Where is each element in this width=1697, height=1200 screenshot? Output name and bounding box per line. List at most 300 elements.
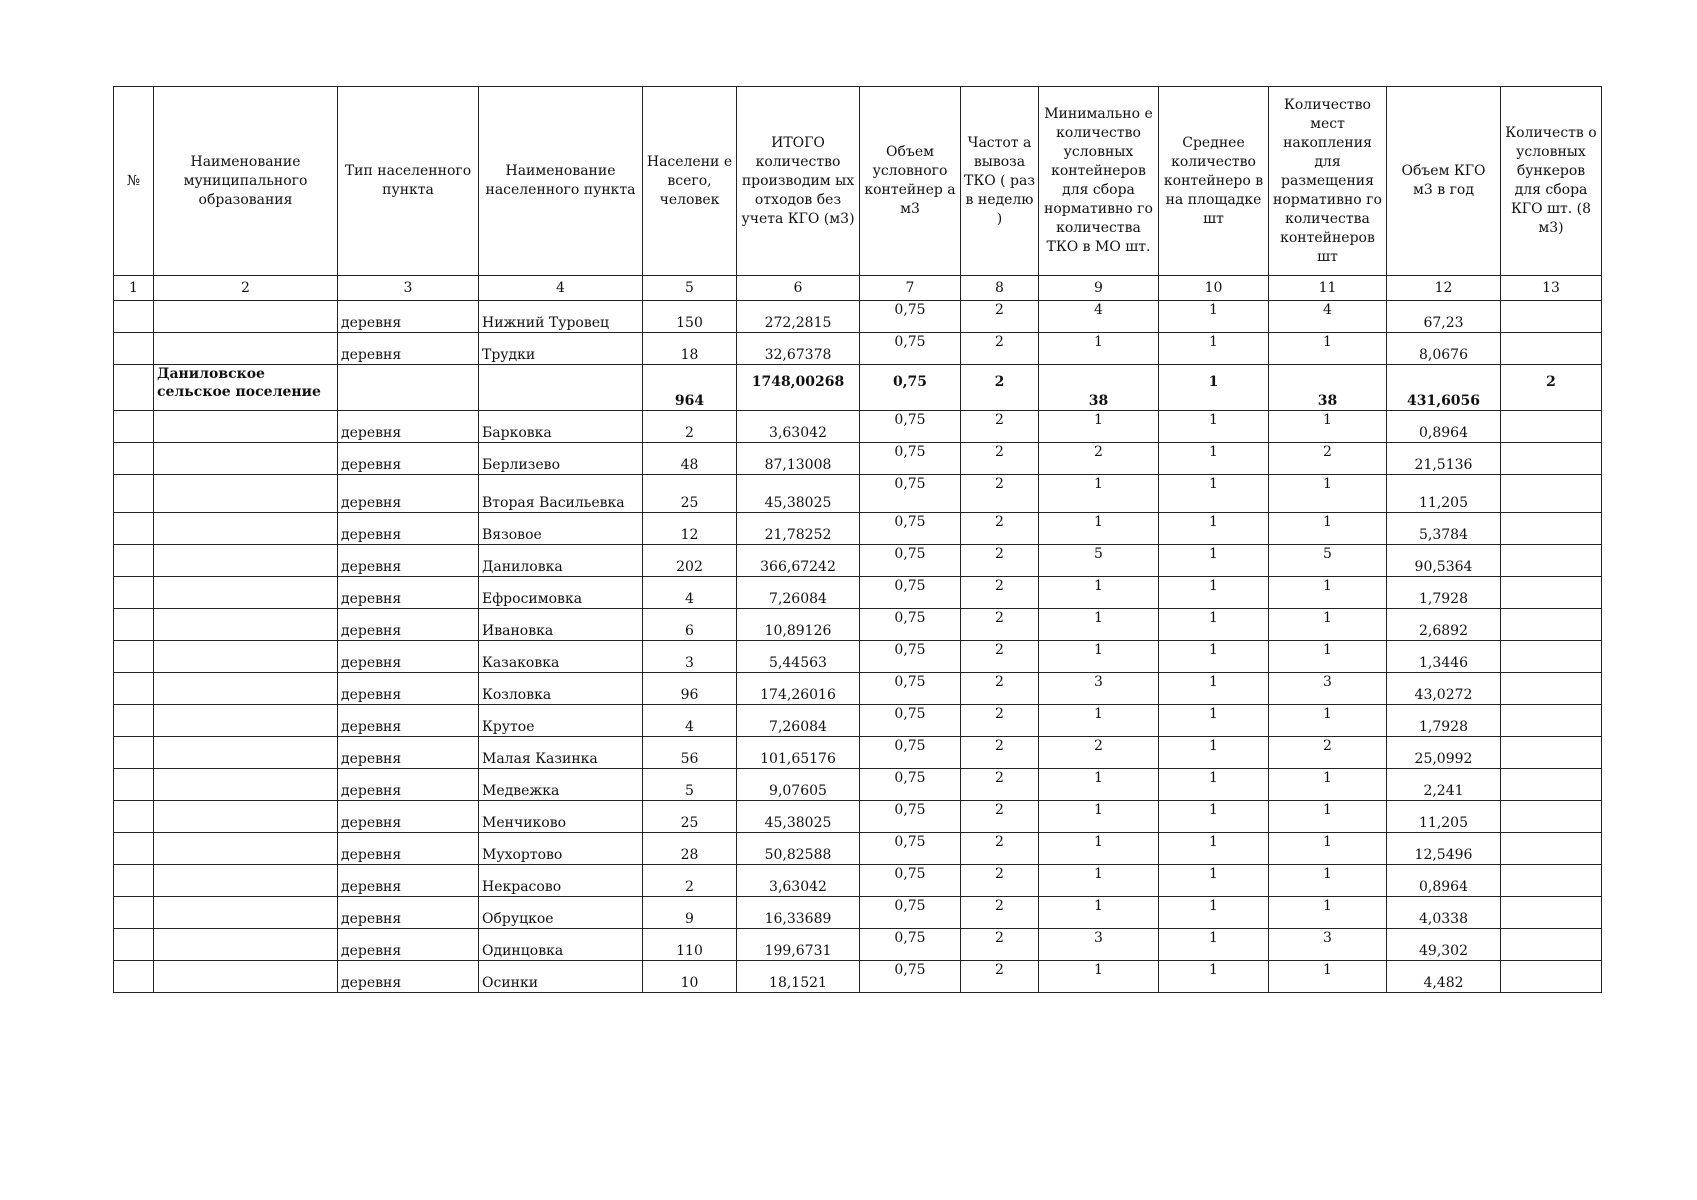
- kgo-volume-cell: 25,0992: [1387, 737, 1501, 769]
- frequency-cell: 2: [961, 929, 1039, 961]
- avg-containers-cell: 1: [1159, 545, 1269, 577]
- table-row: [114, 333, 1602, 365]
- sites-cell: 2: [1269, 443, 1387, 475]
- kgo-volume-cell: 2,6892: [1387, 609, 1501, 641]
- table-row: [114, 833, 1602, 865]
- municipality-cell: [154, 897, 338, 929]
- header-cell-settlement-type: Тип населенного пункта: [338, 87, 479, 276]
- waste-cell: 87,13008: [737, 443, 860, 475]
- bunkers-cell: [1501, 961, 1602, 993]
- sites-cell: 1: [1269, 513, 1387, 545]
- settlement-name-cell: Вязовое: [479, 513, 643, 545]
- sites-cell: 1: [1269, 577, 1387, 609]
- row-number-cell: [114, 365, 154, 411]
- waste-cell: 9,07605: [737, 769, 860, 801]
- municipality-cell: [154, 641, 338, 673]
- table-row: [114, 301, 1602, 333]
- frequency-cell: 2: [961, 301, 1039, 333]
- min-containers-cell: 1: [1039, 801, 1159, 833]
- kgo-volume-cell: 4,482: [1387, 961, 1501, 993]
- bunkers-cell: [1501, 769, 1602, 801]
- header-cell-waste-total: ИТОГО количество производим ых отходов без учета КГО (м3): [737, 87, 860, 276]
- sites-cell: 1: [1269, 333, 1387, 365]
- waste-cell: 5,44563: [737, 641, 860, 673]
- avg-containers-cell: 1: [1159, 673, 1269, 705]
- kgo-volume-cell: 21,5136: [1387, 443, 1501, 475]
- population-cell: 202: [643, 545, 737, 577]
- table-row: [114, 961, 1602, 993]
- column-number: 13: [1501, 276, 1602, 301]
- settlement-name-cell: Медвежка: [479, 769, 643, 801]
- bunkers-cell: [1501, 673, 1602, 705]
- table-row: [114, 545, 1602, 577]
- table-row: [114, 673, 1602, 705]
- table-row: [114, 513, 1602, 545]
- container-volume-cell: 0,75: [860, 411, 961, 443]
- settlement-type-cell: деревня: [338, 769, 479, 801]
- waste-cell: 18,1521: [737, 961, 860, 993]
- municipality-cell: [154, 705, 338, 737]
- bunkers-total-cell: 2: [1501, 365, 1602, 411]
- settlement-name-cell: Барковка: [479, 411, 643, 443]
- population-cell: 12: [643, 513, 737, 545]
- row-number-cell: [114, 545, 154, 577]
- min-containers-cell: 1: [1039, 609, 1159, 641]
- sites-cell: 1: [1269, 609, 1387, 641]
- kgo-volume-cell: 11,205: [1387, 475, 1501, 513]
- container-volume-cell: 0,75: [860, 833, 961, 865]
- municipality-cell: [154, 545, 338, 577]
- avg-containers-cell: 1: [1159, 833, 1269, 865]
- frequency-cell: 2: [961, 801, 1039, 833]
- municipality-summary-row: [114, 365, 1602, 411]
- row-number-cell: [114, 443, 154, 475]
- avg-containers-cell: 1: [1159, 301, 1269, 333]
- population-cell: 48: [643, 443, 737, 475]
- population-cell: 18: [643, 333, 737, 365]
- settlement-name-cell: Некрасово: [479, 865, 643, 897]
- settlement-type-cell: деревня: [338, 737, 479, 769]
- settlement-type-cell: деревня: [338, 333, 479, 365]
- settlement-type-cell: деревня: [338, 545, 479, 577]
- avg-containers-cell: 1: [1159, 897, 1269, 929]
- container-volume-cell: 0,75: [860, 609, 961, 641]
- header-row: [114, 87, 1602, 276]
- waste-cell: 199,6731: [737, 929, 860, 961]
- kgo-volume-cell: 11,205: [1387, 801, 1501, 833]
- table-row: [114, 801, 1602, 833]
- kgo-volume-cell: 2,241: [1387, 769, 1501, 801]
- container-volume-cell: 0,75: [860, 475, 961, 513]
- container-volume-cell: 0,75: [860, 865, 961, 897]
- settlement-name-cell: [479, 365, 643, 411]
- min-containers-cell: 1: [1039, 333, 1159, 365]
- container-volume-cell: 0,75: [860, 801, 961, 833]
- min-containers-cell: 1: [1039, 897, 1159, 929]
- waste-cell: 366,67242: [737, 545, 860, 577]
- avg-containers-cell: 1: [1159, 365, 1269, 411]
- row-number-cell: [114, 929, 154, 961]
- settlement-type-cell: деревня: [338, 897, 479, 929]
- container-volume-cell: 0,75: [860, 705, 961, 737]
- container-volume-cell: 0,75: [860, 333, 961, 365]
- bunkers-cell: [1501, 333, 1602, 365]
- container-volume-cell: 0,75: [860, 641, 961, 673]
- avg-containers-cell: 1: [1159, 443, 1269, 475]
- population-cell: 96: [643, 673, 737, 705]
- bunkers-cell: [1501, 737, 1602, 769]
- bunkers-cell: [1501, 545, 1602, 577]
- min-containers-cell: 4: [1039, 301, 1159, 333]
- population-cell: 10: [643, 961, 737, 993]
- waste-cell: 272,2815: [737, 301, 860, 333]
- header-cell-municipality: Наименование муниципального образования: [154, 87, 338, 276]
- population-cell: 2: [643, 865, 737, 897]
- container-volume-cell: 0,75: [860, 929, 961, 961]
- kgo-volume-total-cell: 431,6056: [1387, 365, 1501, 411]
- table-row: [114, 641, 1602, 673]
- avg-containers-cell: 1: [1159, 737, 1269, 769]
- waste-cell: 7,26084: [737, 705, 860, 737]
- sites-cell: 1: [1269, 897, 1387, 929]
- column-number: 1: [114, 276, 154, 301]
- table-row: [114, 475, 1602, 513]
- table-row: [114, 737, 1602, 769]
- min-containers-cell: 1: [1039, 641, 1159, 673]
- waste-total-cell: 1748,00268: [737, 365, 860, 411]
- table-row: [114, 443, 1602, 475]
- settlement-type-cell: деревня: [338, 641, 479, 673]
- sites-cell: 1: [1269, 833, 1387, 865]
- waste-cell: 174,26016: [737, 673, 860, 705]
- waste-cell: 45,38025: [737, 801, 860, 833]
- column-number: 3: [338, 276, 479, 301]
- frequency-cell: 2: [961, 411, 1039, 443]
- municipality-cell: [154, 801, 338, 833]
- settlement-name-cell: Даниловка: [479, 545, 643, 577]
- bunkers-cell: [1501, 411, 1602, 443]
- avg-containers-cell: 1: [1159, 411, 1269, 443]
- container-volume-cell: 0,75: [860, 545, 961, 577]
- settlement-type-cell: деревня: [338, 475, 479, 513]
- column-number: 6: [737, 276, 860, 301]
- container-volume-cell: 0,75: [860, 737, 961, 769]
- waste-table: [113, 86, 1602, 993]
- settlement-type-cell: деревня: [338, 301, 479, 333]
- bunkers-cell: [1501, 897, 1602, 929]
- min-containers-cell: 1: [1039, 961, 1159, 993]
- avg-containers-cell: 1: [1159, 641, 1269, 673]
- frequency-cell: 2: [961, 641, 1039, 673]
- container-volume-cell: 0,75: [860, 301, 961, 333]
- avg-containers-cell: 1: [1159, 801, 1269, 833]
- avg-containers-cell: 1: [1159, 609, 1269, 641]
- table-row: [114, 609, 1602, 641]
- population-cell: 56: [643, 737, 737, 769]
- avg-containers-cell: 1: [1159, 929, 1269, 961]
- min-containers-cell: 1: [1039, 833, 1159, 865]
- population-cell: 9: [643, 897, 737, 929]
- population-cell: 25: [643, 475, 737, 513]
- column-number: 12: [1387, 276, 1501, 301]
- row-number-cell: [114, 801, 154, 833]
- column-number: 10: [1159, 276, 1269, 301]
- bunkers-cell: [1501, 609, 1602, 641]
- container-volume-cell: 0,75: [860, 443, 961, 475]
- municipality-cell: [154, 301, 338, 333]
- settlement-type-cell: деревня: [338, 833, 479, 865]
- bunkers-cell: [1501, 301, 1602, 333]
- min-containers-cell: 3: [1039, 673, 1159, 705]
- kgo-volume-cell: 43,0272: [1387, 673, 1501, 705]
- settlement-type-cell: деревня: [338, 961, 479, 993]
- table-row: [114, 769, 1602, 801]
- table-header: [114, 87, 1602, 301]
- column-number: 2: [154, 276, 338, 301]
- municipality-cell: [154, 769, 338, 801]
- kgo-volume-cell: 4,0338: [1387, 897, 1501, 929]
- sites-cell: 1: [1269, 769, 1387, 801]
- row-number-cell: [114, 577, 154, 609]
- header-cell-avg-containers: Среднее количество контейнеро в на площадке шт: [1159, 87, 1269, 276]
- min-containers-cell: 2: [1039, 737, 1159, 769]
- municipality-cell: [154, 513, 338, 545]
- settlement-type-cell: деревня: [338, 411, 479, 443]
- settlement-name-cell: Крутое: [479, 705, 643, 737]
- frequency-cell: 2: [961, 333, 1039, 365]
- sites-cell: 1: [1269, 411, 1387, 443]
- population-total-cell: 964: [643, 365, 737, 411]
- settlement-name-cell: Нижний Туровец: [479, 301, 643, 333]
- population-cell: 28: [643, 833, 737, 865]
- settlement-type-cell: деревня: [338, 609, 479, 641]
- row-number-cell: [114, 737, 154, 769]
- row-number-cell: [114, 897, 154, 929]
- frequency-cell: 2: [961, 961, 1039, 993]
- bunkers-cell: [1501, 475, 1602, 513]
- table-row: [114, 577, 1602, 609]
- row-number-cell: [114, 833, 154, 865]
- column-number: 8: [961, 276, 1039, 301]
- settlement-type-cell: деревня: [338, 865, 479, 897]
- kgo-volume-cell: 8,0676: [1387, 333, 1501, 365]
- settlement-name-cell: Ивановка: [479, 609, 643, 641]
- header-cell-population: Населени е всего, человек: [643, 87, 737, 276]
- municipality-cell: [154, 833, 338, 865]
- sites-cell: 4: [1269, 301, 1387, 333]
- container-volume-cell: 0,75: [860, 961, 961, 993]
- kgo-volume-cell: 90,5364: [1387, 545, 1501, 577]
- municipality-cell: [154, 475, 338, 513]
- municipality-cell: [154, 865, 338, 897]
- min-containers-cell: 1: [1039, 411, 1159, 443]
- table-body: [114, 301, 1602, 993]
- avg-containers-cell: 1: [1159, 475, 1269, 513]
- settlement-type-cell: деревня: [338, 929, 479, 961]
- waste-cell: 32,67378: [737, 333, 860, 365]
- waste-cell: 45,38025: [737, 475, 860, 513]
- population-cell: 25: [643, 801, 737, 833]
- sites-cell: 5: [1269, 545, 1387, 577]
- kgo-volume-cell: 5,3784: [1387, 513, 1501, 545]
- waste-cell: 21,78252: [737, 513, 860, 545]
- municipality-cell: [154, 737, 338, 769]
- column-number: 4: [479, 276, 643, 301]
- header-cell-sites: Количество мест накопления для размещения нормативно го количества контейнеров шт: [1269, 87, 1387, 276]
- header-cell-min-containers: Минимально е количество условных контейнеров для сбора нормативно го количества ТКО в МО шт.: [1039, 87, 1159, 276]
- frequency-cell: 2: [961, 577, 1039, 609]
- sites-total-cell: 38: [1269, 365, 1387, 411]
- waste-cell: 3,63042: [737, 411, 860, 443]
- avg-containers-cell: 1: [1159, 333, 1269, 365]
- frequency-cell: 2: [961, 513, 1039, 545]
- frequency-cell: 2: [961, 673, 1039, 705]
- population-cell: 5: [643, 769, 737, 801]
- sites-cell: 1: [1269, 641, 1387, 673]
- column-number-row: [114, 276, 1602, 301]
- frequency-cell: 2: [961, 609, 1039, 641]
- settlement-type-cell: деревня: [338, 513, 479, 545]
- sites-cell: 3: [1269, 673, 1387, 705]
- row-number-cell: [114, 705, 154, 737]
- table-row: [114, 865, 1602, 897]
- settlement-name-cell: Одинцовка: [479, 929, 643, 961]
- population-cell: 4: [643, 705, 737, 737]
- frequency-cell: 2: [961, 737, 1039, 769]
- header-cell-container-volume: Объем условного контейнер а м3: [860, 87, 961, 276]
- table-row: [114, 411, 1602, 443]
- waste-cell: 101,65176: [737, 737, 860, 769]
- settlement-type-cell: деревня: [338, 577, 479, 609]
- container-volume-cell: 0,75: [860, 897, 961, 929]
- municipality-cell: [154, 929, 338, 961]
- waste-cell: 7,26084: [737, 577, 860, 609]
- frequency-cell: 2: [961, 443, 1039, 475]
- row-number-cell: [114, 411, 154, 443]
- population-cell: 110: [643, 929, 737, 961]
- sites-cell: 3: [1269, 929, 1387, 961]
- min-containers-cell: 1: [1039, 475, 1159, 513]
- container-volume-cell: 0,75: [860, 513, 961, 545]
- kgo-volume-cell: 1,7928: [1387, 705, 1501, 737]
- settlement-name-cell: Менчиково: [479, 801, 643, 833]
- column-number: 5: [643, 276, 737, 301]
- settlement-name-cell: Осинки: [479, 961, 643, 993]
- municipality-cell: [154, 961, 338, 993]
- frequency-cell: 2: [961, 897, 1039, 929]
- kgo-volume-cell: 49,302: [1387, 929, 1501, 961]
- population-cell: 2: [643, 411, 737, 443]
- population-cell: 4: [643, 577, 737, 609]
- waste-cell: 16,33689: [737, 897, 860, 929]
- settlement-name-cell: Малая Казинка: [479, 737, 643, 769]
- min-containers-total-cell: 38: [1039, 365, 1159, 411]
- row-number-cell: [114, 769, 154, 801]
- container-volume-cell: 0,75: [860, 673, 961, 705]
- kgo-volume-cell: 1,7928: [1387, 577, 1501, 609]
- frequency-cell: 2: [961, 865, 1039, 897]
- column-number: 7: [860, 276, 961, 301]
- bunkers-cell: [1501, 929, 1602, 961]
- min-containers-cell: 1: [1039, 705, 1159, 737]
- row-number-cell: [114, 513, 154, 545]
- settlement-name-cell: Обруцкое: [479, 897, 643, 929]
- row-number-cell: [114, 475, 154, 513]
- avg-containers-cell: 1: [1159, 961, 1269, 993]
- sites-cell: 1: [1269, 801, 1387, 833]
- row-number-cell: [114, 641, 154, 673]
- waste-cell: 3,63042: [737, 865, 860, 897]
- settlement-name-cell: Ефросимовка: [479, 577, 643, 609]
- bunkers-cell: [1501, 443, 1602, 475]
- frequency-cell: 2: [961, 475, 1039, 513]
- settlement-type-cell: деревня: [338, 673, 479, 705]
- municipality-cell: [154, 577, 338, 609]
- row-number-cell: [114, 865, 154, 897]
- header-cell-settlement-name: Наименование населенного пункта: [479, 87, 643, 276]
- settlement-type-cell: деревня: [338, 801, 479, 833]
- waste-cell: 10,89126: [737, 609, 860, 641]
- waste-cell: 50,82588: [737, 833, 860, 865]
- settlement-name-cell: Козловка: [479, 673, 643, 705]
- municipality-cell: [154, 443, 338, 475]
- frequency-cell: 2: [961, 365, 1039, 411]
- min-containers-cell: 3: [1039, 929, 1159, 961]
- avg-containers-cell: 1: [1159, 513, 1269, 545]
- settlement-name-cell: Вторая Васильевка: [479, 475, 643, 513]
- avg-containers-cell: 1: [1159, 705, 1269, 737]
- sites-cell: 1: [1269, 475, 1387, 513]
- bunkers-cell: [1501, 577, 1602, 609]
- header-cell-kgo-volume: Объем КГО м3 в год: [1387, 87, 1501, 276]
- row-number-cell: [114, 609, 154, 641]
- table-row: [114, 897, 1602, 929]
- kgo-volume-cell: 1,3446: [1387, 641, 1501, 673]
- header-cell-bunkers: Количеств о условных бункеров для сбора КГО шт. (8 м3): [1501, 87, 1602, 276]
- bunkers-cell: [1501, 705, 1602, 737]
- municipality-cell: [154, 673, 338, 705]
- bunkers-cell: [1501, 641, 1602, 673]
- municipality-cell: [154, 333, 338, 365]
- settlement-type-cell: деревня: [338, 443, 479, 475]
- container-volume-cell: 0,75: [860, 577, 961, 609]
- min-containers-cell: 2: [1039, 443, 1159, 475]
- population-cell: 3: [643, 641, 737, 673]
- header-cell-number: №: [114, 87, 154, 276]
- header-cell-frequency: Частот а вывоза ТКО ( раз в неделю ): [961, 87, 1039, 276]
- table-row: [114, 929, 1602, 961]
- container-volume-cell: 0,75: [860, 769, 961, 801]
- population-cell: 6: [643, 609, 737, 641]
- min-containers-cell: 1: [1039, 513, 1159, 545]
- municipality-cell: [154, 609, 338, 641]
- sites-cell: 1: [1269, 961, 1387, 993]
- row-number-cell: [114, 333, 154, 365]
- settlement-type-cell: [338, 365, 479, 411]
- bunkers-cell: [1501, 865, 1602, 897]
- avg-containers-cell: 1: [1159, 577, 1269, 609]
- settlement-type-cell: деревня: [338, 705, 479, 737]
- sites-cell: 2: [1269, 737, 1387, 769]
- kgo-volume-cell: 0,8964: [1387, 411, 1501, 443]
- min-containers-cell: 5: [1039, 545, 1159, 577]
- population-cell: 150: [643, 301, 737, 333]
- column-number: 11: [1269, 276, 1387, 301]
- kgo-volume-cell: 12,5496: [1387, 833, 1501, 865]
- frequency-cell: 2: [961, 545, 1039, 577]
- settlement-name-cell: Мухортово: [479, 833, 643, 865]
- frequency-cell: 2: [961, 705, 1039, 737]
